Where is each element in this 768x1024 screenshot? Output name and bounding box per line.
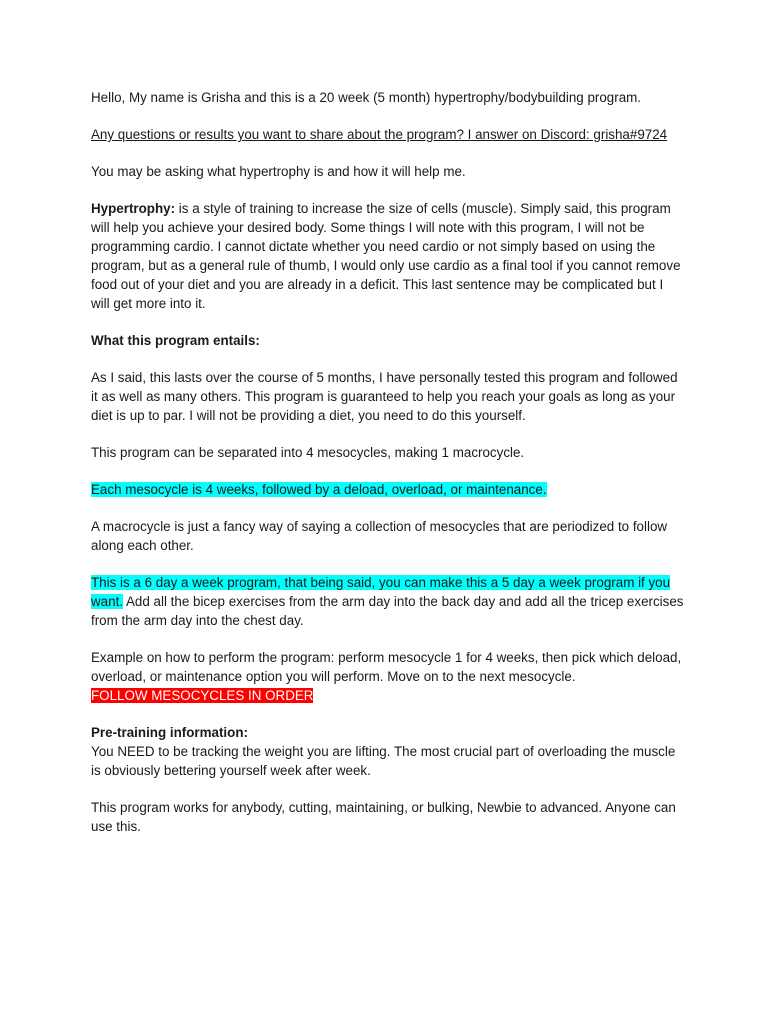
hypertrophy-text: is a style of training to increase the size of cells (muscle). Simply said, this program will help you achieve your desired body. Some things I will note with this program, I will not be programming cardio. I cannot dictate whether you need cardio or not simply based on using the program, but as a general rule of thumb, I would only use cardio as a final tool if you cannot remove food out of your diet and you are already in a deficit. This last sentence may be complicated but I will get more into it. xyxy=(91,201,681,311)
discord-link-text[interactable]: Any questions or results you want to share about the program? I answer on Discord: grisha#9724 xyxy=(91,127,668,142)
six-day-highlight: This is a 6 day a week program, that being said, you can make this a 5 day a week program if you want. xyxy=(91,575,671,609)
entails-heading: What this program entails: xyxy=(91,333,260,348)
six-day-rest: Add all the bicep exercises from the arm day into the back day and add all the tricep exercises from the arm day into the chest day. xyxy=(91,594,684,628)
follow-order-highlight: FOLLOW MESOCYCLES IN ORDER xyxy=(91,688,314,703)
mesocycle-weeks-paragraph xyxy=(91,480,685,499)
pretraining-heading: Pre-training information: xyxy=(91,725,248,740)
six-day-paragraph xyxy=(91,573,685,630)
hypertrophy-paragraph xyxy=(91,199,685,313)
example-text: Example on how to perform the program: perform mesocycle 1 for 4 weeks, then pick which deload, overload, or maintenance option you will perform. Move on to the next mesocycle. xyxy=(91,650,682,684)
tracking-paragraph: You NEED to be tracking the weight you are lifting. The most crucial part of overloading the muscle is obviously bettering yourself week after week. xyxy=(91,744,676,778)
macrocycle-paragraph: A macrocycle is just a fancy way of saying a collection of mesocycles that are periodized to follow along each other. xyxy=(91,519,668,553)
mesocycle-weeks-highlight: Each mesocycle is 4 weeks, followed by a deload, overload, or maintenance. xyxy=(91,482,547,497)
asking-paragraph: You may be asking what hypertrophy is and how it will help me. xyxy=(91,164,466,179)
document-page xyxy=(91,88,685,854)
entails-paragraph: As I said, this lasts over the course of 5 months, I have personally tested this program and followed it as well as many others. This program is guaranteed to help you reach your goals as long as your diet is up to par. I will not be providing a diet, you need to do this yourself. xyxy=(91,370,678,423)
example-paragraph xyxy=(91,648,685,705)
anybody-paragraph: This program works for anybody, cutting, maintaining, or bulking, Newbie to advanced. Anyone can use this. xyxy=(91,800,676,834)
hypertrophy-label: Hypertrophy: xyxy=(91,201,176,216)
mesocycles-paragraph: This program can be separated into 4 mesocycles, making 1 macrocycle. xyxy=(91,445,525,460)
intro-paragraph: Hello, My name is Grisha and this is a 20 week (5 month) hypertrophy/bodybuilding program. xyxy=(91,90,642,105)
discord-paragraph xyxy=(91,125,685,144)
